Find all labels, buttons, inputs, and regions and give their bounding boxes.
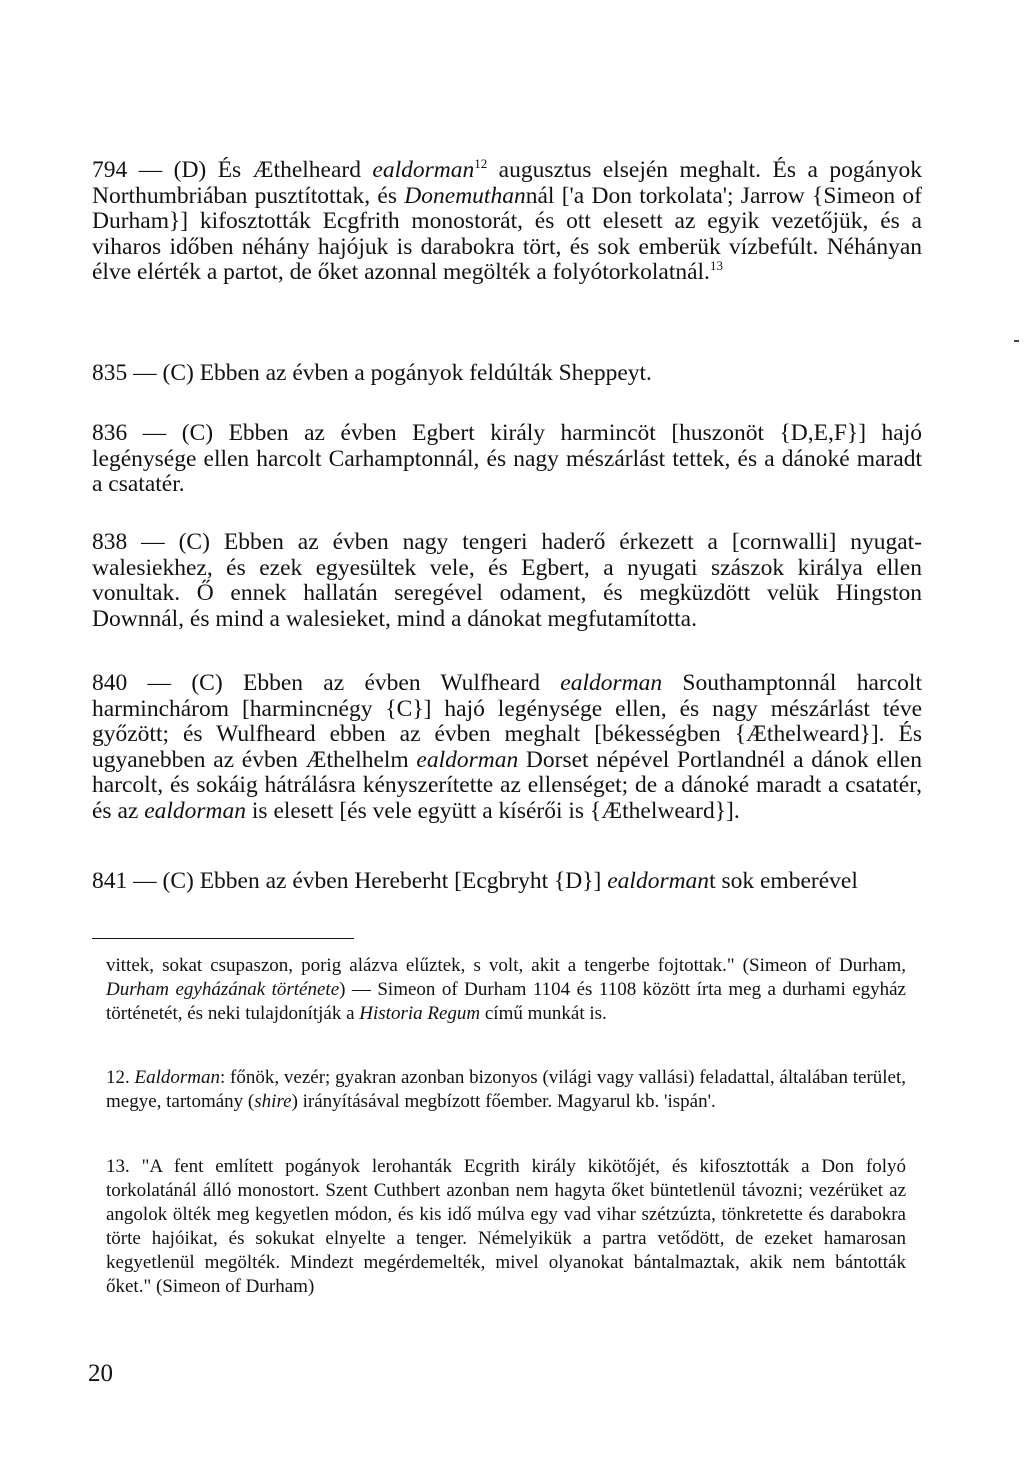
text-run: vittek, sokat csupaszon, porig alázva elűztek, s volt, akit a tengerbe fojtottak." (Simeon of Durham, [106, 955, 906, 976]
text-run: ) irányításával megbízott főember. Magyarul kb. 'ispán'. [291, 1090, 716, 1112]
italic-text: ealdorman [144, 797, 247, 824]
text-run: augusztus elsején meghalt. És a pogányok Northumbriában pusztítottak, és [92, 157, 922, 209]
footnote-12 [106, 1066, 906, 1114]
text-run: című munkát is. [480, 1002, 607, 1024]
annal-entry-838 [92, 530, 922, 632]
text-run: : főnök, vezér; gyakran azonban bizonyos (világi vagy vallási) feladattal, általában terület, megye, tartomány ( [106, 1067, 906, 1112]
annal-entry-841 [92, 869, 922, 895]
italic-text: Durham egyházának története [106, 978, 340, 1000]
text-run: 13. "A fent említett pogányok lerohanták Ecgrith király kikötőjét, és kifosztották a Don folyó torkolatánál álló monostort. Szent Cuthbert azonban nem hagyta őket büntetlenül távozni; vezérüket az angolok ölték meg kegyetlen módon, és kis idő múlva egy vad vihar szétzúzta, tönkretette és darabokra törte hajóikat, és sokukat elnyelte a tenger. Némelyikük a partra vetődött, de ezeket hamarosan kegyetlenül megölték. Mindezt megérdemelték, mivel olyanokat bántalmaztak, akik nem bántották őket." (Simeon of Durham) [106, 1156, 906, 1297]
text-run: 838 — (C) Ebben az évben nagy tengeri haderő érkezett a [cornwalli] nyugat-walesiekhez, és ezek egyesültek vele, és Egbert, a nyugati szászok királya ellen vonultak. Ő ennek hallatán seregével odament, és megküzdött velük Hingston Downnál, és mind a walesieket, mind a dánokat megfutamította. [92, 529, 922, 632]
text-run: is elesett [és vele együtt a kísérői is {Æthelweard}]. [246, 797, 740, 824]
text-run: 12. [106, 1067, 135, 1088]
footnote-continuation [106, 954, 906, 1026]
text-run: 841 — (C) Ebben az évben Hereberht [Ecgbryht {D}] [92, 868, 608, 894]
italic-text: ealdorman [372, 157, 475, 183]
annal-entry-794 [92, 158, 922, 286]
text-run: 840 — (C) Ebben az évben Wulfheard [92, 670, 561, 696]
italic-text: Ealdorman [134, 1067, 221, 1088]
text-run: ) — Simeon of Durham 1104 és 1108 között írta meg a durhami egyház történetét, és neki tulajdonítják a [106, 978, 906, 1024]
annal-entry-840 [92, 671, 922, 825]
text-run: Southamptonnál harcolt harminchárom [harmincnégy {C}] hajó legénysége ellen, és nagy mészárlást téve győzött; és Wulfheard ebben az évben meghalt [békességben {Æthelweard}]. És ugyanebben az évben Æthelhelm [92, 670, 922, 773]
annal-entry-835 [92, 361, 922, 387]
italic-text: ealdorman [416, 746, 519, 773]
text-run: 835 — (C) Ebben az évben a pogányok feldúlták Sheppeyt. [92, 360, 652, 386]
footnote-reference: 12 [474, 156, 488, 172]
italic-text: Historia Regum [359, 1002, 481, 1024]
italic-text: shire [254, 1090, 292, 1112]
footnote-reference: 13 [709, 258, 723, 274]
footnote-13 [106, 1155, 906, 1298]
text-run: 836 — (C) Ebben az évben Egbert király harmincöt [huszonöt {D,E,F}] hajó legénysége ellen harcolt Carhamptonnál, és nagy mészárlást tettek, és a dánoké maradt a csatatér. [92, 420, 922, 498]
text-run: Dorset népével Portlandnél a dánok ellen harcolt, és sokáig hátrálásra kényszerítette az ellenséget; de a dánoké maradt a csatatér, és az [92, 746, 922, 824]
text-run: t sok emberével [709, 868, 858, 894]
italic-text: ealdorman [560, 670, 663, 696]
italic-text: Donemuthan [404, 182, 526, 209]
text-run: nál ['a Don torkolata'; Jarrow {Simeon of Durham}] kifosztották Ecgfrith monostorát, és ott elesett az egyik vezetőjük, és a viharos időben néhány hajójuk is darabokra tört, és sok emberük vízbefúlt. Néhányan élve elérték a partot, de őket azonnal megölték a folyótorkolatnál. [92, 182, 922, 286]
italic-text: ealdorman [607, 868, 710, 894]
page-number: 20 [88, 1360, 113, 1387]
footnote-separator [92, 938, 354, 939]
scan-speck [1014, 340, 1019, 342]
text-run: 794 — (D) És Æthelheard [92, 157, 373, 183]
annal-entry-836 [92, 421, 922, 498]
